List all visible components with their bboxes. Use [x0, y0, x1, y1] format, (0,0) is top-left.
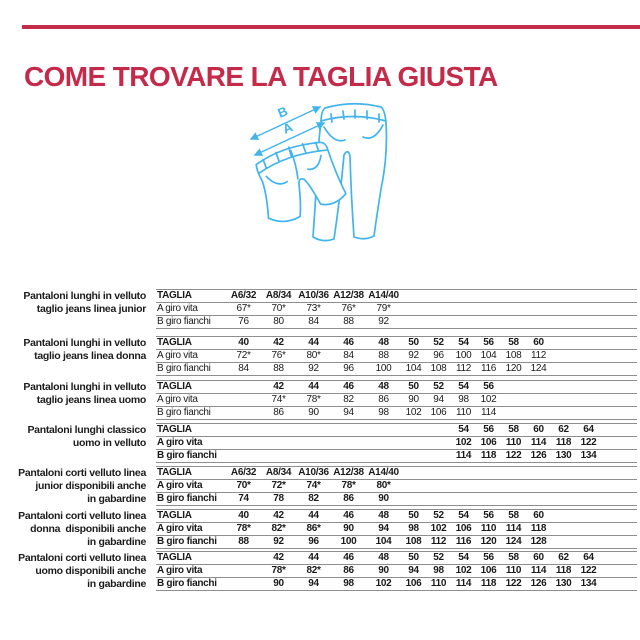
- hips-value: 116: [480, 363, 497, 374]
- waist-value: 78*: [306, 394, 321, 405]
- product-label-line: taglio jeans linea junior: [36, 303, 146, 315]
- table-row-vita: [156, 394, 637, 407]
- product-label-line: uomo disponibili anche: [35, 565, 146, 577]
- waist-value: 90: [408, 394, 419, 405]
- size-col-header: 58: [508, 510, 519, 521]
- size-col-header: 46: [343, 337, 354, 348]
- hips-value: 92: [378, 316, 389, 327]
- waist-value: 114: [505, 523, 522, 534]
- hips-value: 94: [308, 578, 319, 589]
- size-col-header: 42: [273, 381, 284, 392]
- size-col-header: 44: [308, 337, 319, 348]
- row-label-vita: A giro vita: [157, 523, 203, 534]
- waist-value: 82*: [306, 565, 321, 576]
- table-row-header: [156, 290, 637, 303]
- waist-value: 82: [343, 394, 354, 405]
- waist-value: 70*: [236, 480, 251, 491]
- size-col-header: 50: [408, 337, 419, 348]
- row-label-vita: A giro vita: [157, 480, 203, 491]
- hips-value: 124: [530, 363, 547, 374]
- waist-value: 94: [433, 394, 444, 405]
- product-label-line: Pantaloni corti velluto linea: [18, 552, 146, 564]
- product-label-line: Pantaloni corti velluto linea: [18, 510, 146, 522]
- row-label-vita: A giro vita: [157, 565, 203, 576]
- waist-value: 106: [480, 437, 497, 448]
- size-col-header: 54: [458, 510, 469, 521]
- hips-value: 104: [405, 363, 422, 374]
- size-col-header: 46: [343, 552, 354, 563]
- waist-value: 114: [530, 437, 547, 448]
- row-label-fianchi: B giro fianchi: [157, 493, 217, 504]
- size-col-header: 50: [408, 510, 419, 521]
- hips-value: 74: [238, 493, 249, 504]
- waist-value: 86: [343, 565, 354, 576]
- waist-value: 110: [505, 437, 522, 448]
- size-col-header: 40: [238, 337, 249, 348]
- hips-value: 106: [430, 407, 447, 418]
- size-col-header: 60: [533, 424, 544, 435]
- waist-value: 118: [530, 523, 547, 534]
- waist-value: 74*: [306, 480, 321, 491]
- waist-value: 114: [530, 565, 547, 576]
- size-col-header: A14/40: [368, 290, 399, 301]
- table-row-vita: [156, 523, 637, 536]
- size-section: [0, 509, 640, 553]
- waist-value: 88: [378, 350, 389, 361]
- hips-value: 104: [375, 536, 392, 547]
- table-row-header: [156, 424, 637, 437]
- waist-value: 106: [480, 565, 497, 576]
- waist-value: 84: [343, 350, 354, 361]
- product-label: [8, 424, 146, 450]
- size-section: [0, 551, 640, 595]
- product-label: [8, 381, 146, 407]
- hips-value: 112: [430, 536, 447, 547]
- hips-value: 88: [273, 363, 284, 374]
- hips-value: 118: [480, 578, 497, 589]
- size-col-header: 60: [533, 552, 544, 563]
- table-row-fianchi: [156, 450, 637, 463]
- size-col-header: 60: [533, 337, 544, 348]
- product-label-line: in gabardine: [87, 493, 146, 505]
- size-section: [0, 466, 640, 510]
- waist-value: 112: [530, 350, 547, 361]
- size-col-header: 58: [508, 337, 519, 348]
- size-col-header: 52: [433, 337, 444, 348]
- size-col-header: 42: [273, 510, 284, 521]
- hips-value: 134: [580, 450, 597, 461]
- hips-value: 94: [343, 407, 354, 418]
- product-label-line: Pantaloni lunghi classico: [27, 424, 146, 436]
- hips-value: 116: [455, 536, 472, 547]
- row-label-fianchi: B giro fianchi: [157, 316, 211, 327]
- hips-value: 126: [530, 450, 547, 461]
- row-label-fianchi: B giro fianchi: [157, 407, 211, 418]
- hips-value: 88: [343, 316, 354, 327]
- waist-value: 78*: [236, 523, 251, 534]
- hips-value: 96: [308, 536, 319, 547]
- hips-value: 112: [455, 363, 472, 374]
- product-label-line: Pantaloni corti velluto linea: [18, 467, 146, 479]
- product-label: [8, 290, 146, 316]
- hips-value: 90: [273, 578, 284, 589]
- waist-value: 98: [408, 523, 419, 534]
- waist-value: 78*: [341, 480, 356, 491]
- hips-value: 106: [405, 578, 422, 589]
- size-col-header: 56: [483, 337, 494, 348]
- size-col-header: 54: [458, 337, 469, 348]
- product-label-line: uomo in velluto: [72, 437, 146, 449]
- waist-value: 102: [430, 523, 447, 534]
- row-label-fianchi: B giro fianchi: [157, 363, 211, 374]
- size-col-header: 46: [343, 510, 354, 521]
- waist-value: 86: [378, 394, 389, 405]
- size-col-header: 62: [558, 424, 569, 435]
- hips-value: 122: [505, 450, 522, 461]
- waist-value: 102: [455, 565, 472, 576]
- waist-value: 67*: [236, 303, 251, 314]
- waist-value: 72*: [271, 480, 286, 491]
- size-col-header: 40: [238, 510, 249, 521]
- hips-value: 102: [375, 578, 392, 589]
- waist-value: 76*: [271, 350, 286, 361]
- row-label-fianchi: B giro fianchi: [157, 536, 217, 547]
- waist-value: 92: [408, 350, 419, 361]
- row-label-vita: A giro vita: [157, 303, 198, 314]
- waist-value: 100: [455, 350, 472, 361]
- size-col-header: A6/32: [230, 290, 257, 301]
- size-section: [0, 289, 640, 333]
- measure-label-b: B: [275, 103, 290, 121]
- size-table: [156, 336, 637, 376]
- size-col-header: 54: [458, 381, 469, 392]
- waist-value: 122: [580, 565, 597, 576]
- row-label-header: TAGLIA: [157, 381, 192, 392]
- waist-value: 90: [378, 565, 389, 576]
- table-row-fianchi: [156, 578, 637, 591]
- size-col-header: 54: [458, 552, 469, 563]
- product-label: [8, 337, 146, 363]
- waist-value: 110: [480, 523, 497, 534]
- hips-value: 84: [308, 316, 319, 327]
- hips-value: 110: [430, 578, 447, 589]
- hips-value: 114: [480, 407, 497, 418]
- row-label-header: TAGLIA: [157, 552, 192, 563]
- waist-value: 73*: [306, 303, 321, 314]
- hips-value: 86: [343, 493, 354, 504]
- hips-value: 134: [580, 578, 597, 589]
- waist-value: 104: [480, 350, 497, 361]
- size-col-header: 60: [533, 510, 544, 521]
- size-col-header: A10/36: [298, 290, 329, 301]
- size-col-header: 46: [343, 381, 354, 392]
- waist-value: 96: [433, 350, 444, 361]
- row-label-header: TAGLIA: [157, 337, 192, 348]
- size-col-header: 52: [433, 510, 444, 521]
- table-row-header: [156, 337, 637, 350]
- waist-value: 108: [505, 350, 522, 361]
- product-label-line: taglio jeans linea donna: [34, 350, 146, 362]
- table-row-vita: [156, 480, 637, 493]
- accent-top-bar: [22, 25, 640, 29]
- hips-value: 100: [375, 363, 392, 374]
- hips-value: 102: [405, 407, 422, 418]
- size-col-header: A12/38: [333, 290, 364, 301]
- size-section: [0, 380, 640, 424]
- size-table: [156, 509, 637, 549]
- table-row-vita: [156, 303, 637, 316]
- pants-illustration: [246, 94, 406, 249]
- hips-value: 130: [555, 578, 572, 589]
- waist-value: 82*: [271, 523, 286, 534]
- product-label-line: Pantaloni lunghi in velluto: [23, 381, 146, 393]
- size-col-header: 48: [378, 510, 389, 521]
- hips-value: 76: [238, 316, 249, 327]
- product-label-line: in gabardine: [87, 536, 146, 548]
- size-col-header: 64: [583, 424, 594, 435]
- waist-value: 94: [378, 523, 389, 534]
- waist-value: 110: [505, 565, 522, 576]
- waist-value: 74*: [271, 394, 286, 405]
- row-label-header: TAGLIA: [157, 290, 192, 301]
- hips-value: 78: [273, 493, 284, 504]
- row-label-fianchi: B giro fianchi: [157, 450, 217, 461]
- row-label-fianchi: B giro fianchi: [157, 578, 217, 589]
- hips-value: 108: [405, 536, 422, 547]
- waist-value: 118: [555, 437, 572, 448]
- size-col-header: A6/32: [230, 467, 257, 478]
- hips-value: 90: [378, 493, 389, 504]
- hips-value: 122: [505, 578, 522, 589]
- hips-value: 96: [343, 363, 354, 374]
- size-col-header: 50: [408, 381, 419, 392]
- page-title: COME TROVARE LA TAGLIA GIUSTA: [24, 60, 498, 92]
- hips-value: 80: [273, 316, 284, 327]
- row-label-header: TAGLIA: [157, 467, 192, 478]
- hips-value: 110: [455, 407, 472, 418]
- size-col-header: 62: [558, 552, 569, 563]
- size-col-header: A10/36: [298, 467, 329, 478]
- row-label-vita: A giro vita: [157, 350, 198, 361]
- size-col-header: 42: [273, 337, 284, 348]
- waist-value: 86*: [306, 523, 321, 534]
- product-label-line: donna disponibili anche: [30, 523, 146, 535]
- waist-value: 98: [458, 394, 469, 405]
- product-label-line: Pantaloni lunghi in velluto: [23, 290, 146, 302]
- table-row-vita: [156, 437, 637, 450]
- hips-value: 124: [505, 536, 522, 547]
- size-col-header: 44: [308, 510, 319, 521]
- waist-value: 90: [343, 523, 354, 534]
- hips-value: 114: [455, 578, 472, 589]
- measure-label-a: A: [280, 119, 295, 137]
- row-label-vita: A giro vita: [157, 437, 203, 448]
- size-col-header: 56: [483, 552, 494, 563]
- size-col-header: 64: [583, 552, 594, 563]
- size-section: [0, 336, 640, 380]
- size-col-header: 58: [508, 424, 519, 435]
- hips-value: 108: [430, 363, 447, 374]
- hips-value: 84: [238, 363, 249, 374]
- size-col-header: 42: [273, 552, 284, 563]
- table-row-fianchi: [156, 493, 637, 506]
- size-col-header: A14/40: [368, 467, 399, 478]
- waist-value: 79*: [376, 303, 391, 314]
- size-table: [156, 466, 637, 506]
- table-row-header: [156, 467, 637, 480]
- hips-value: 88: [238, 536, 249, 547]
- waist-value: 122: [580, 437, 597, 448]
- table-row-fianchi: [156, 363, 637, 376]
- size-col-header: 50: [408, 552, 419, 563]
- size-col-header: 44: [308, 552, 319, 563]
- size-col-header: A8/34: [265, 467, 292, 478]
- hips-value: 120: [480, 536, 497, 547]
- size-col-header: 48: [378, 381, 389, 392]
- table-row-fianchi: [156, 316, 637, 329]
- size-col-header: 56: [483, 381, 494, 392]
- table-row-header: [156, 510, 637, 523]
- waist-value: 102: [480, 394, 497, 405]
- hips-value: 130: [555, 450, 572, 461]
- waist-value: 94: [408, 565, 419, 576]
- table-row-header: [156, 552, 637, 565]
- table-row-fianchi: [156, 536, 637, 549]
- size-table: [156, 551, 637, 591]
- size-table: [156, 380, 637, 420]
- hips-value: 126: [530, 578, 547, 589]
- hips-value: 100: [340, 536, 357, 547]
- hips-value: 128: [530, 536, 547, 547]
- size-col-header: 54: [458, 424, 469, 435]
- size-table: [156, 423, 637, 463]
- waist-value: 80*: [306, 350, 321, 361]
- hips-value: 114: [455, 450, 472, 461]
- product-label: [8, 510, 146, 549]
- product-label-line: in gabardine: [87, 578, 146, 590]
- waist-value: 80*: [376, 480, 391, 491]
- product-label-line: Pantaloni lunghi in velluto: [23, 337, 146, 349]
- table-row-vita: [156, 565, 637, 578]
- table-row-fianchi: [156, 407, 637, 420]
- waist-value: 76*: [341, 303, 356, 314]
- size-col-header: 56: [483, 510, 494, 521]
- hips-value: 86: [273, 407, 284, 418]
- row-label-header: TAGLIA: [157, 510, 192, 521]
- size-col-header: 44: [308, 381, 319, 392]
- hips-value: 118: [480, 450, 497, 461]
- waist-value: 118: [555, 565, 572, 576]
- waist-value: 102: [455, 437, 472, 448]
- size-col-header: A8/34: [265, 290, 292, 301]
- row-label-header: TAGLIA: [157, 424, 192, 435]
- row-label-vita: A giro vita: [157, 394, 198, 405]
- hips-value: 92: [273, 536, 284, 547]
- hips-value: 98: [343, 578, 354, 589]
- waist-value: 72*: [236, 350, 251, 361]
- hips-value: 82: [308, 493, 319, 504]
- hips-value: 92: [308, 363, 319, 374]
- size-col-header: 56: [483, 424, 494, 435]
- waist-value: 70*: [271, 303, 286, 314]
- hips-value: 90: [308, 407, 319, 418]
- size-col-header: 48: [378, 337, 389, 348]
- table-row-header: [156, 381, 637, 394]
- product-label-line: junior disponibili anche: [35, 480, 146, 492]
- size-col-header: A12/38: [333, 467, 364, 478]
- product-label-line: taglio jeans linea uomo: [36, 394, 146, 406]
- size-col-header: 58: [508, 552, 519, 563]
- size-col-header: 48: [378, 552, 389, 563]
- size-col-header: 52: [433, 552, 444, 563]
- size-section: [0, 423, 640, 467]
- size-table: [156, 289, 637, 329]
- table-row-vita: [156, 350, 637, 363]
- waist-value: 106: [455, 523, 472, 534]
- hips-value: 98: [378, 407, 389, 418]
- waist-value: 78*: [271, 565, 286, 576]
- waist-value: 98: [433, 565, 444, 576]
- size-col-header: 52: [433, 381, 444, 392]
- product-label: [8, 467, 146, 506]
- product-label: [8, 552, 146, 591]
- hips-value: 120: [505, 363, 522, 374]
